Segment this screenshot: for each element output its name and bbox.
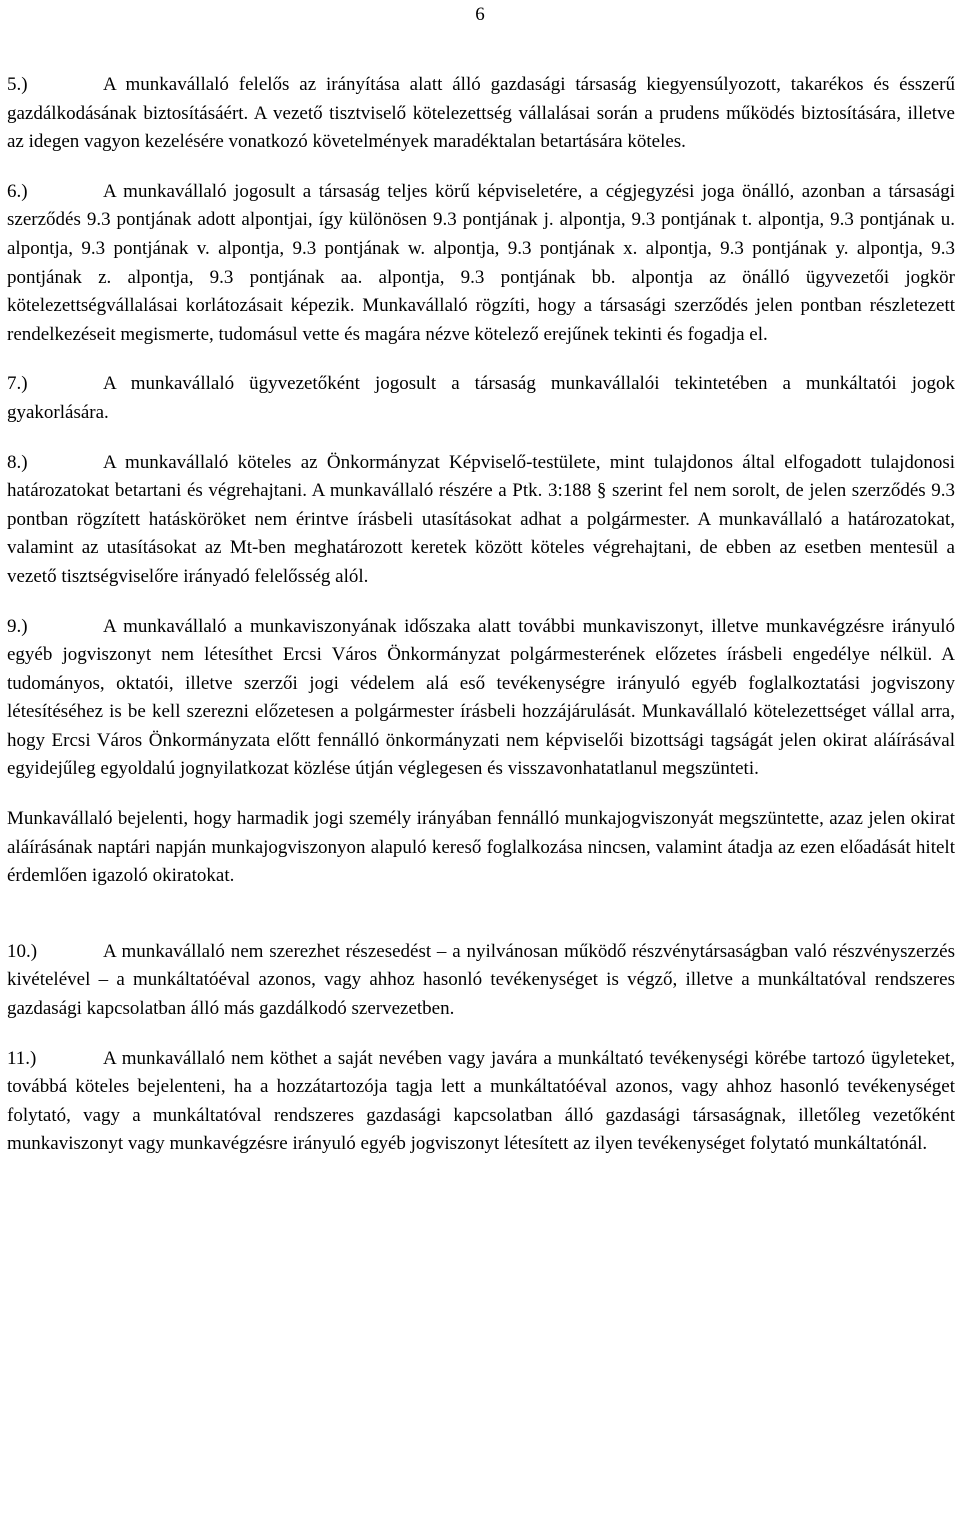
paragraph-text: A munkavállaló a munkaviszonyának időszaka alatt további munkaviszonyt, illetve munkavégzésre irányuló egyéb jogviszonyt nem létesíthet Ercsi Város Önkormányzat polgármesterének előzetes írásbeli engedélye nélkül. A tudományos, oktatói, illetve szerzői jogi védelem alá eső tevékenységre irányuló egyéb foglalkoztatási jogviszony létesítéséhez is be kell szerezni előzetesen a polgármester írásbeli hozzájárulását. Munkavállaló kötelezettséget vállal arra, hogy Ercsi Város Önkormányzata előtt fennálló önkormányzati nem képviselői bizottsági tagságát jelen okirat aláírásával egyidejűleg egyoldalú jognyilatkozat közlése útján véglegesen és visszavonhatatlanul megszünteti.: [7, 615, 955, 780]
paragraph-9: [7, 613, 955, 785]
paragraph-text: A munkavállaló jogosult a társaság teljes körű képviseletére, a cégjegyzési joga önálló, azonban a társasági szerződés 9.3 pontjának adott alpontjai, így különösen 9.3 pontjának j. alpontja, 9.3 pontjának t. alpontja, 9.3 pontjának u. alpontja, 9.3 pontjának v. alpontja, 9.3 pontjának w. alpontja, 9.3 pontjának x. alpontja, 9.3 pontjának y. alpontja, 9.3 pontjának z. alpontja, 9.3 pontjának aa. alpontja, 9.3 pontjának bb. alpontja az önálló ügyvezetői jogkör kötelezettségvállalásai korlátozásait képezik. Munkavállaló rögzíti, hogy a társasági szerződés jelen pontban részletezett rendelkezéseit megismerte, tudomásul vette és magára nézve kötelező erejűnek tekinti és fogadja el.: [7, 180, 955, 345]
page-number: 6: [475, 4, 485, 25]
paragraph-8: [7, 449, 955, 592]
paragraph-6: [7, 178, 955, 350]
paragraph-text: A munkavállaló nem köthet a saját nevében vagy javára a munkáltató tevékenységi körébe tartozó ügyleteket, továbbá köteles bejelenteni, ha a hozzátartozója tagja lett a munkáltatóéval azonos, vagy ahhoz hasonló tevékenységet folytató, vagy a munkáltatóval rendszeres gazdasági kapcsolatban álló gazdasági társaságnak, illetőleg vezetőként munkaviszonyt vagy munkavégzésre irányuló egyéb jogviszonyt létesített az ilyen tevékenységet folytató munkáltatónál.: [7, 1047, 955, 1155]
paragraph-number: 11.): [7, 1047, 37, 1069]
paragraph-number: 9.): [7, 615, 28, 637]
paragraph-5: [7, 71, 955, 157]
paragraph-text: A munkavállaló ügyvezetőként jogosult a társaság munkavállalói tekintetében a munkáltatói jogok gyakorlására.: [7, 373, 955, 423]
paragraph-text: A munkavállaló felelős az irányítása alatt álló gazdasági társaság kiegyensúlyozott, takarékos és ésszerű gazdálkodásának biztosításáért. A vezető tisztviselő kötelezettség vállalásai során a prudens működés biztosítására, illetve az idegen vagyon kezelésére vonatkozó követelmények maradéktalan betartására köteles.: [7, 74, 955, 153]
paragraph-text: A munkavállaló nem szerezhet részesedést – a nyilvánosan működő részvénytársaságban való részvényszerzés kivételével – a munkáltatóéval azonos, vagy ahhoz hasonló tevékenységet is végző, illetve a munkáltatóval rendszeres gazdasági kapcsolatban álló más gazdálkodó szervezetben.: [7, 940, 955, 1020]
paragraph-number: 8.): [7, 451, 28, 473]
paragraph-number: 6.): [7, 180, 28, 202]
paragraph-number: 5.): [7, 74, 28, 95]
paragraph-10: [7, 938, 955, 1024]
paragraph-text: A munkavállaló köteles az Önkormányzat Képviselő-testülete, mint tulajdonos által elfogadott tulajdonosi határozatokat betartani és végrehajtani. A munkavállaló részére a Ptk. 3:188 § szerint fel nem sorolt, de jelen szerződés 9.3 pontban rögzített hatásköröket nem érintve írásbeli utasításokat adhat a polgármester. A munkavállaló a határozatokat, valamint az utasításokat az Mt-ben meghatározott keretek között köteles végrehajtani, de ebben az esetben mentesül a vezető tisztségviselőre irányadó felelősség alól.: [7, 451, 955, 587]
paragraph-11: [7, 1045, 955, 1159]
document-body: [7, 71, 955, 1159]
paragraph-number: 10.): [7, 940, 38, 962]
paragraph-text: Munkavállaló bejelenti, hogy harmadik jogi személy irányában fennálló munkajogviszonyát megszüntette, azaz jelen okirat aláírásának naptári napján munkajogviszonyon alapuló kereső foglalkozása nincsen, valamint átadja az ezen előadását hitelt érdemlően igazoló okiratokat.: [7, 808, 955, 887]
paragraph-7: [7, 370, 955, 427]
paragraph-declaration: [7, 805, 955, 891]
paragraph-number: 7.): [7, 373, 28, 395]
